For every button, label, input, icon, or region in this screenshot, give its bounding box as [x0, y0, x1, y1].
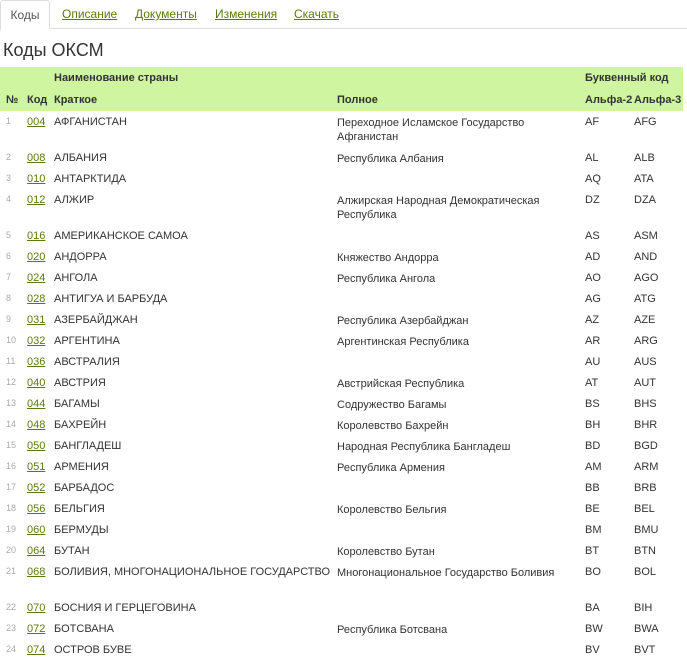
table-row — [0, 147, 683, 168]
table-body — [0, 111, 683, 660]
row-number: 3 — [6, 173, 12, 183]
tab-documents[interactable]: Документы — [135, 7, 197, 21]
row-number: 5 — [6, 230, 12, 240]
row-alpha3: ASM — [634, 230, 658, 242]
row-code-link[interactable]: 031 — [27, 314, 46, 326]
table-row — [0, 288, 683, 309]
row-number: 9 — [6, 314, 12, 324]
row-code-link[interactable]: 072 — [27, 623, 46, 635]
row-short-name: БАГАМЫ — [54, 398, 100, 410]
row-number: 23 — [6, 623, 17, 633]
table-row — [0, 111, 683, 147]
row-alpha2: BE — [585, 503, 600, 515]
row-number: 11 — [6, 356, 16, 366]
row-code-link[interactable]: 068 — [27, 566, 46, 578]
table-row — [0, 639, 683, 660]
row-short-name: АРГЕНТИНА — [54, 335, 120, 347]
table-header-group-row — [0, 67, 683, 89]
header-letter-code: Буквенный код — [585, 72, 669, 84]
table-row — [0, 540, 683, 561]
row-short-name: БАХРЕЙН — [54, 419, 107, 431]
row-alpha2: AD — [585, 251, 601, 263]
page-title: Коды ОКСМ — [3, 40, 104, 60]
row-code-link[interactable]: 012 — [27, 194, 46, 206]
table-row — [0, 435, 683, 456]
table-row — [0, 618, 683, 639]
table-row — [0, 168, 683, 189]
codes-table — [0, 67, 683, 660]
row-number: 13 — [6, 398, 17, 408]
row-full-name: Республика Армения — [337, 462, 445, 474]
row-alpha2: BD — [585, 440, 601, 452]
row-full-name: Республика Ангола — [337, 273, 436, 285]
row-number: 2 — [6, 152, 12, 162]
header-short: Краткое — [54, 94, 98, 106]
row-short-name: БЕРМУДЫ — [54, 524, 109, 536]
row-alpha3: AND — [634, 251, 658, 263]
tab-changes[interactable]: Изменения — [215, 7, 278, 21]
row-alpha2: AU — [585, 356, 601, 368]
table-row — [0, 414, 683, 435]
header-country-name: Наименование страны — [54, 72, 179, 84]
row-full-name: Алжирская Народная Демократическая Республика — [337, 195, 540, 221]
row-number: 16 — [6, 461, 17, 471]
row-alpha3: ATG — [634, 293, 656, 305]
table-row — [0, 372, 683, 393]
row-code-link[interactable]: 028 — [27, 293, 46, 305]
row-alpha2: BM — [585, 524, 602, 536]
row-alpha3: AUT — [634, 377, 656, 389]
header-full: Полное — [337, 94, 378, 106]
row-alpha2: BW — [585, 623, 603, 635]
row-alpha2: BB — [585, 482, 600, 494]
row-short-name: АЗЕРБАЙДЖАН — [54, 314, 138, 326]
row-short-name: ОСТРОВ БУВЕ — [54, 644, 132, 656]
row-short-name: БОЛИВИЯ, МНОГОНАЦИОНАЛЬНОЕ ГОСУДАРСТВО — [54, 566, 331, 578]
row-alpha2: BS — [585, 398, 600, 410]
row-alpha2: AG — [585, 293, 601, 305]
row-short-name: АРМЕНИЯ — [54, 461, 109, 473]
table-row — [0, 246, 683, 267]
row-alpha2: AQ — [585, 173, 601, 185]
row-alpha2: AR — [585, 335, 601, 347]
row-alpha3: AZE — [634, 314, 656, 326]
table-row — [0, 519, 683, 540]
row-alpha3: DZA — [634, 194, 656, 206]
row-number: 14 — [6, 419, 17, 429]
row-full-name: Княжество Андорра — [337, 252, 439, 264]
row-alpha2: AZ — [585, 314, 600, 326]
row-alpha3: BMU — [634, 524, 659, 536]
row-code-link[interactable]: 060 — [27, 524, 46, 536]
row-full-name: Королевство Бутан — [337, 546, 435, 558]
row-full-name: Республика Азербайджан — [337, 315, 469, 327]
row-number: 24 — [6, 644, 17, 654]
row-code-link[interactable]: 040 — [27, 377, 46, 389]
row-alpha2: AO — [585, 272, 601, 284]
table-row — [0, 267, 683, 288]
table-row — [0, 351, 683, 372]
row-full-name: Королевство Бельгия — [337, 504, 447, 516]
row-code-link[interactable]: 020 — [27, 251, 46, 263]
tab-codes[interactable]: Коды — [0, 0, 50, 30]
row-code-link[interactable]: 070 — [27, 602, 46, 614]
row-alpha2: AS — [585, 230, 600, 242]
table-row — [0, 309, 683, 330]
table-row — [0, 561, 683, 597]
row-alpha2: BA — [585, 602, 600, 614]
row-alpha3: BEL — [634, 503, 655, 515]
table-row — [0, 330, 683, 351]
row-alpha2: BH — [585, 419, 601, 431]
row-short-name: БАРБАДОС — [54, 482, 115, 494]
row-alpha3: ARM — [634, 461, 659, 473]
row-number: 19 — [6, 524, 17, 534]
row-short-name: БАНГЛАДЕШ — [54, 440, 122, 452]
row-short-name: БЕЛЬГИЯ — [54, 503, 105, 515]
row-number: 10 — [6, 335, 17, 345]
row-alpha2: AL — [585, 152, 599, 164]
row-code-link[interactable]: 050 — [27, 440, 46, 452]
row-alpha3: ATA — [634, 173, 654, 185]
row-short-name: БОСНИЯ И ГЕРЦЕГОВИНА — [54, 602, 196, 614]
row-alpha3: AUS — [634, 356, 657, 368]
row-short-name: АНДОРРА — [54, 251, 107, 263]
table-row — [0, 498, 683, 519]
row-short-name: АВСТРАЛИЯ — [54, 356, 120, 368]
table-row — [0, 456, 683, 477]
row-code-link[interactable]: 036 — [27, 356, 46, 368]
row-short-name: АФГАНИСТАН — [54, 116, 127, 128]
row-code-link[interactable]: 044 — [27, 398, 46, 410]
row-code-link[interactable]: 010 — [27, 173, 46, 185]
table-row — [0, 189, 683, 225]
row-full-name: Переходное Исламское Государство Афганистан — [337, 117, 525, 143]
row-short-name: БОТСВАНА — [54, 623, 114, 635]
row-number: 21 — [6, 566, 17, 576]
row-alpha3: BRB — [634, 482, 657, 494]
row-alpha2: AT — [585, 377, 599, 389]
row-alpha2: AM — [585, 461, 602, 473]
table-row — [0, 225, 683, 246]
row-full-name: Королевство Бахрейн — [337, 420, 449, 432]
row-full-name: Многонациональное Государство Боливия — [337, 567, 555, 579]
row-alpha3: BOL — [634, 566, 657, 578]
row-short-name: АВСТРИЯ — [54, 377, 106, 389]
row-code-link[interactable]: 008 — [27, 152, 46, 164]
row-code-link[interactable]: 052 — [27, 482, 46, 494]
header-alpha3: Альфа-3 — [634, 94, 682, 106]
row-short-name: БУТАН — [54, 545, 90, 557]
row-alpha3: BGD — [634, 440, 658, 452]
tab-description[interactable]: Описание — [62, 7, 118, 21]
row-code-link[interactable]: 064 — [27, 545, 46, 557]
row-full-name: Народная Республика Бангладеш — [337, 441, 511, 453]
header-num: № — [6, 94, 19, 106]
table-row — [0, 597, 683, 618]
row-alpha3: BWA — [634, 623, 659, 635]
row-alpha2: AF — [585, 116, 600, 128]
row-alpha3: BIH — [634, 602, 653, 614]
row-code-link[interactable]: 004 — [27, 116, 46, 128]
tab-download[interactable]: Скачать — [294, 7, 339, 21]
row-alpha3: BTN — [634, 545, 656, 557]
row-short-name: АНГОЛА — [54, 272, 98, 284]
row-code-link[interactable]: 074 — [27, 644, 46, 656]
row-full-name: Республика Ботсвана — [337, 624, 448, 636]
row-full-name: Аргентинская Республика — [337, 336, 469, 348]
table-header-row — [0, 89, 683, 111]
row-short-name: АНТАРКТИДА — [54, 173, 127, 185]
row-short-name: АЛЖИР — [54, 194, 95, 206]
row-alpha2: DZ — [585, 194, 600, 206]
row-code-link[interactable]: 032 — [27, 335, 46, 347]
header-alpha2: Альфа-2 — [585, 94, 633, 106]
row-full-name: Республика Албания — [337, 153, 444, 165]
tab-bar — [0, 0, 687, 29]
row-alpha3: AFG — [634, 116, 657, 128]
row-code-link[interactable]: 051 — [27, 461, 46, 473]
row-number: 18 — [6, 503, 17, 513]
row-number: 7 — [6, 272, 12, 282]
row-short-name: АМЕРИКАНСКОЕ САМОА — [54, 230, 188, 242]
header-code: Код — [27, 94, 48, 106]
table-row — [0, 393, 683, 414]
row-number: 17 — [6, 482, 17, 492]
row-short-name: АНТИГУА И БАРБУДА — [54, 293, 168, 305]
row-alpha2: BO — [585, 566, 601, 578]
row-code-link[interactable]: 048 — [27, 419, 46, 431]
row-alpha3: BVT — [634, 644, 656, 656]
row-alpha3: AGO — [634, 272, 659, 284]
row-number: 15 — [6, 440, 17, 450]
row-number: 6 — [6, 251, 12, 261]
row-number: 12 — [6, 377, 17, 387]
row-full-name: Содружество Багамы — [337, 399, 447, 411]
row-alpha3: ALB — [634, 152, 655, 164]
row-code-link[interactable]: 056 — [27, 503, 46, 515]
row-alpha3: BHR — [634, 419, 658, 431]
row-code-link[interactable]: 016 — [27, 230, 46, 242]
row-alpha3: ARG — [634, 335, 658, 347]
row-alpha3: BHS — [634, 398, 657, 410]
row-number: 8 — [6, 293, 12, 303]
row-alpha2: BT — [585, 545, 600, 557]
row-full-name: Австрийская Республика — [337, 378, 465, 390]
row-code-link[interactable]: 024 — [27, 272, 46, 284]
row-number: 20 — [6, 545, 17, 555]
row-number: 4 — [6, 194, 12, 204]
table-row — [0, 477, 683, 498]
row-alpha2: BV — [585, 644, 600, 656]
row-short-name: АЛБАНИЯ — [54, 152, 107, 164]
row-number: 1 — [6, 116, 12, 126]
row-number: 22 — [6, 602, 17, 612]
